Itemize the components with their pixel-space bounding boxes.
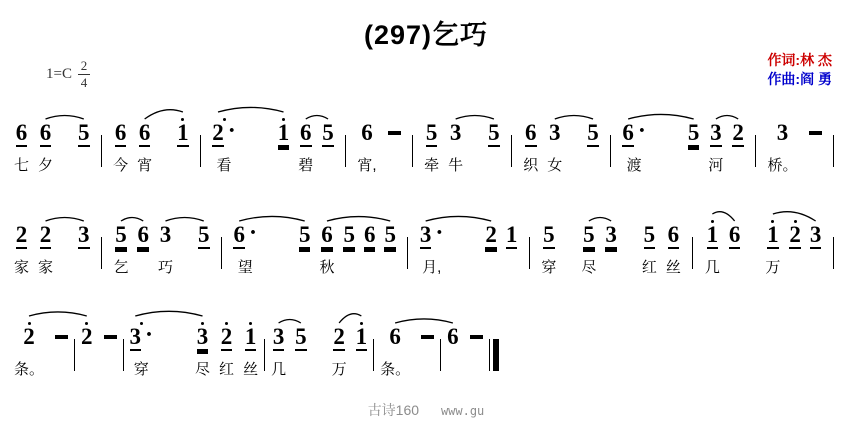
note-digit: 3: [449, 120, 462, 145]
note-body: [212, 118, 236, 145]
note-digit: 6: [138, 120, 151, 145]
barline: [74, 339, 75, 371]
lyric: 丝: [243, 361, 259, 378]
note-body: [160, 223, 172, 247]
note-digit: 3: [78, 222, 90, 247]
note-digit: 1: [767, 222, 779, 247]
note: [113, 216, 128, 276]
augmentation-dot: ·: [637, 118, 646, 144]
measure: [233, 216, 396, 276]
barline: [345, 135, 346, 167]
lyric: 宵: [137, 157, 153, 174]
slur-arc: [29, 312, 87, 316]
note-digit: 5: [295, 324, 307, 349]
note: [732, 114, 744, 174]
measure: [14, 318, 68, 378]
note: [295, 318, 307, 378]
credit-composer: 作曲:阎 勇: [767, 71, 832, 87]
lyric: 夕: [38, 157, 54, 174]
note: [233, 216, 257, 276]
lyric: 女: [547, 157, 563, 174]
score-line-2: [14, 202, 840, 276]
note: [137, 114, 152, 174]
measure: [420, 216, 518, 276]
augmentation-dot: ·: [435, 220, 444, 246]
score-line-3: [14, 304, 840, 378]
note-body: [273, 325, 285, 349]
footer-site: 古诗160: [367, 402, 420, 418]
lyric: 望: [237, 259, 253, 276]
barline: [264, 339, 265, 371]
measure: [447, 318, 483, 378]
duration-dash: [104, 335, 117, 339]
note: [14, 318, 44, 378]
note-body: [198, 223, 210, 247]
note: [14, 216, 29, 276]
lyric: 巧: [157, 259, 173, 276]
note-body: [40, 121, 52, 145]
note-body: [233, 220, 257, 247]
note: [158, 216, 173, 276]
meter-denominator: 4: [80, 75, 88, 90]
note-body: [177, 121, 189, 145]
measure: [380, 318, 434, 378]
note-digit: 6: [525, 120, 537, 145]
note: [581, 216, 596, 276]
note: [541, 216, 556, 276]
measure: [523, 114, 599, 174]
note-body: [732, 121, 744, 145]
lyric: 秋: [319, 259, 335, 276]
note-digit: 6: [728, 222, 741, 247]
lyric: 几: [271, 361, 287, 378]
note: [765, 216, 780, 276]
note: [488, 114, 500, 174]
note: [357, 114, 376, 174]
duration-dash: [809, 131, 822, 135]
note-body: [587, 121, 599, 145]
note-body: [322, 121, 334, 145]
augmentation-dot: ·: [227, 118, 236, 144]
note: [622, 114, 646, 174]
lyric: 家: [38, 259, 54, 276]
barline: [833, 135, 834, 167]
barline: [529, 237, 530, 269]
note: [688, 114, 700, 174]
note: [113, 114, 128, 174]
note-body: [356, 325, 368, 349]
note: [299, 216, 311, 276]
footer: [0, 400, 852, 420]
note-digit: 3: [549, 120, 561, 145]
meter-numerator: 2: [80, 58, 88, 73]
barline: [373, 339, 374, 371]
barline: [200, 135, 201, 167]
note-body: [386, 121, 401, 145]
note-digit: 3: [710, 120, 722, 145]
note-body: [81, 325, 93, 349]
lyric: 看: [216, 157, 232, 174]
note-digit: 2: [333, 324, 345, 349]
note-body: [644, 223, 656, 247]
note-digit: 5: [687, 120, 700, 145]
note: [642, 216, 657, 276]
note-digit: 5: [198, 222, 210, 247]
measure: [14, 216, 90, 276]
note-digit: 5: [488, 120, 500, 145]
note: [332, 318, 347, 378]
score: [14, 100, 840, 406]
note-body: [129, 322, 154, 349]
note-body: [53, 325, 68, 349]
note-body: [810, 223, 822, 247]
barline: [692, 237, 693, 269]
note-body: [321, 223, 333, 247]
note: [705, 216, 720, 276]
note-digit: 1: [244, 324, 257, 349]
lyric: 渡: [626, 157, 642, 174]
note-digit: 5: [425, 120, 438, 145]
note: [195, 318, 210, 378]
augmentation-dot: ·: [145, 322, 154, 348]
score-line-1: [14, 100, 840, 174]
note-body: [622, 118, 646, 145]
note: [523, 114, 538, 174]
measure: [14, 114, 90, 174]
note-body: [16, 223, 28, 247]
note: [448, 114, 463, 174]
note-digit: 6: [389, 324, 401, 349]
note-digit: 3: [272, 324, 285, 349]
duration-dash: [55, 335, 68, 339]
note: [506, 216, 518, 276]
note-digit: 2: [485, 222, 497, 247]
note-body: [543, 223, 555, 247]
barline: [755, 135, 756, 167]
footer-url: www.gu: [440, 404, 485, 418]
measure: [705, 216, 822, 276]
lyric: 河: [708, 157, 724, 174]
note: [137, 216, 149, 276]
lyric: 桥。: [767, 157, 798, 174]
note: [243, 318, 258, 378]
note-body: [115, 223, 127, 247]
note: [78, 216, 90, 276]
note-digit: 6: [300, 120, 312, 145]
lyric: 尽: [195, 361, 211, 378]
final-barline: [489, 339, 499, 371]
note-digit: 6: [114, 120, 127, 145]
note: [587, 114, 599, 174]
note-digit: 2: [220, 324, 233, 349]
note-body: [777, 121, 789, 145]
note-digit: 3: [776, 120, 789, 145]
slur-arc: [218, 107, 284, 112]
note-digit: 6: [361, 120, 373, 145]
note-digit: 5: [343, 222, 355, 247]
note-body: [447, 325, 459, 349]
note-body: [389, 325, 401, 349]
note: [768, 114, 798, 174]
barline: [123, 339, 124, 371]
note: [130, 318, 154, 378]
note-body: [278, 121, 290, 145]
time-signature: [78, 60, 90, 89]
note-body: [221, 325, 233, 349]
note-body: [137, 223, 149, 247]
dash-note: [386, 114, 401, 174]
lyric: 红: [219, 361, 235, 378]
dash-note: [807, 114, 822, 174]
note-digit: 2: [39, 222, 52, 247]
dash-note: [419, 318, 434, 378]
lyric: 碧: [298, 157, 314, 174]
note-body: [789, 223, 801, 247]
note-digit: 2: [81, 324, 93, 349]
note-body: [710, 121, 722, 145]
lyric: 宵,: [357, 157, 377, 174]
note-body: [343, 223, 355, 247]
note-body: [245, 325, 257, 349]
note-digit: 3: [159, 222, 172, 247]
dash-note: [102, 318, 117, 378]
note: [298, 114, 313, 174]
note-digit: 5: [643, 222, 656, 247]
note-digit: 5: [587, 120, 599, 145]
lyric: 牛: [448, 157, 464, 174]
augmentation-dot: ·: [248, 220, 257, 246]
note: [38, 216, 53, 276]
dash-note: [53, 318, 68, 378]
note: [485, 216, 497, 276]
measure: [271, 318, 367, 378]
lyric: 红: [641, 259, 657, 276]
barline: [610, 135, 611, 167]
measure: [113, 216, 209, 276]
note-digit: 1: [277, 120, 290, 145]
lyric: 条。: [14, 361, 45, 378]
note-digit: 5: [543, 222, 555, 247]
note-digit: 3: [129, 324, 142, 349]
note: [708, 114, 723, 174]
note-digit: 5: [78, 120, 90, 145]
lyric: 穿: [541, 259, 557, 276]
note: [729, 216, 741, 276]
note-body: [506, 223, 518, 247]
key-tonality: 1=C: [46, 66, 72, 82]
note: [810, 216, 822, 276]
note-body: [468, 325, 483, 349]
note-digit: 6: [447, 324, 459, 349]
note-body: [300, 121, 312, 145]
lyric: 尽: [581, 259, 597, 276]
final-barline-thick: [493, 339, 499, 371]
note-body: [384, 223, 396, 247]
barline: [511, 135, 512, 167]
note-body: [115, 121, 127, 145]
note-digit: 3: [419, 222, 432, 247]
note: [81, 318, 93, 378]
note-digit: 2: [789, 222, 801, 247]
measure: [768, 114, 822, 174]
dash-note: [468, 318, 483, 378]
duration-dash: [421, 335, 434, 339]
note-body: [361, 121, 373, 145]
lyric: 几: [704, 259, 720, 276]
note-digit: 2: [15, 222, 28, 247]
lyric: 家: [14, 259, 30, 276]
note: [78, 114, 90, 174]
note-body: [78, 121, 90, 145]
lyric: 今: [113, 157, 129, 174]
note: [38, 114, 53, 174]
note-digit: 6: [363, 222, 376, 247]
note-digit: 6: [321, 222, 333, 247]
key-signature: [46, 60, 90, 89]
note: [212, 114, 236, 174]
note-body: [295, 325, 307, 349]
lyric: 七: [14, 157, 30, 174]
note: [447, 318, 459, 378]
note-body: [485, 223, 497, 247]
note: [177, 114, 189, 174]
note-digit: 1: [177, 120, 189, 145]
note: [356, 318, 368, 378]
note: [789, 216, 801, 276]
note-body: [102, 325, 117, 349]
note-body: [807, 121, 822, 145]
note-digit: 1: [355, 324, 368, 349]
note-body: [139, 121, 151, 145]
note: [278, 114, 290, 174]
note-digit: 2: [23, 324, 35, 349]
barline: [407, 237, 408, 269]
note-digit: 5: [298, 222, 311, 247]
credits-block: [767, 51, 832, 89]
note: [424, 114, 439, 174]
note-body: [549, 121, 561, 145]
note: [547, 114, 562, 174]
lyric: 条。: [380, 361, 411, 378]
note-body: [767, 223, 779, 247]
measure: [622, 114, 744, 174]
note-digit: 6: [15, 120, 28, 145]
note-digit: 6: [622, 120, 634, 145]
note-body: [419, 220, 444, 247]
note-body: [40, 223, 52, 247]
measure: [212, 114, 334, 174]
lyric: 乞: [113, 259, 129, 276]
note-body: [16, 121, 28, 145]
barline: [412, 135, 413, 167]
lyric: 牵: [424, 157, 440, 174]
lyric: 穿: [133, 361, 149, 378]
note-body: [605, 223, 617, 247]
note-body: [525, 121, 537, 145]
note-body: [450, 121, 462, 145]
note: [380, 318, 410, 378]
barline: [221, 237, 222, 269]
note-body: [197, 325, 209, 349]
note: [271, 318, 286, 378]
song-title: (297)乞巧: [363, 20, 489, 50]
barline: [833, 237, 834, 269]
note-body: [419, 325, 434, 349]
note-digit: 2: [212, 120, 224, 145]
note-digit: 3: [605, 222, 617, 247]
note-body: [707, 223, 719, 247]
note-digit: 1: [706, 222, 719, 247]
lyric: 万: [331, 361, 347, 378]
note: [343, 216, 355, 276]
note: [14, 114, 29, 174]
note-body: [78, 223, 90, 247]
final-barline-thin: [489, 339, 490, 371]
note-body: [688, 121, 700, 145]
barline: [101, 237, 102, 269]
note: [666, 216, 681, 276]
slur-arc: [135, 311, 202, 316]
note-digit: 6: [233, 222, 245, 247]
note-digit: 6: [667, 222, 680, 247]
note: [198, 216, 210, 276]
note-body: [668, 223, 680, 247]
note-digit: 6: [137, 222, 149, 247]
note-digit: 6: [39, 120, 52, 145]
lyric: 织: [523, 157, 539, 174]
note: [322, 114, 334, 174]
note-digit: 5: [583, 222, 595, 247]
note-body: [299, 223, 311, 247]
note-body: [364, 223, 376, 247]
credit-lyricist: 作词:林 杰: [767, 52, 832, 68]
barline: [101, 135, 102, 167]
note-digit: 1: [505, 222, 518, 247]
note-body: [426, 121, 438, 145]
measure: [424, 114, 500, 174]
lyric: 万: [765, 259, 781, 276]
measure: [81, 318, 117, 378]
note-body: [488, 121, 500, 145]
measure: [541, 216, 681, 276]
note: [219, 318, 234, 378]
note-digit: 5: [322, 120, 334, 145]
barline: [440, 339, 441, 371]
note-body: [729, 223, 741, 247]
measure: [130, 318, 259, 378]
note-body: [23, 325, 35, 349]
duration-dash: [470, 335, 483, 339]
note: [384, 216, 396, 276]
note-digit: 5: [115, 222, 127, 247]
note: [605, 216, 617, 276]
note: [364, 216, 376, 276]
duration-dash: [388, 131, 401, 135]
note-body: [333, 325, 345, 349]
measure: [357, 114, 400, 174]
note-body: [583, 223, 595, 247]
note-digit: 2: [732, 120, 744, 145]
note-digit: 3: [809, 222, 822, 247]
note: [319, 216, 334, 276]
note-digit: 5: [384, 222, 396, 247]
lyric: 丝: [665, 259, 681, 276]
note: [420, 216, 444, 276]
measure: [113, 114, 189, 174]
note-digit: 3: [196, 324, 209, 349]
lyric: 月,: [422, 259, 442, 276]
